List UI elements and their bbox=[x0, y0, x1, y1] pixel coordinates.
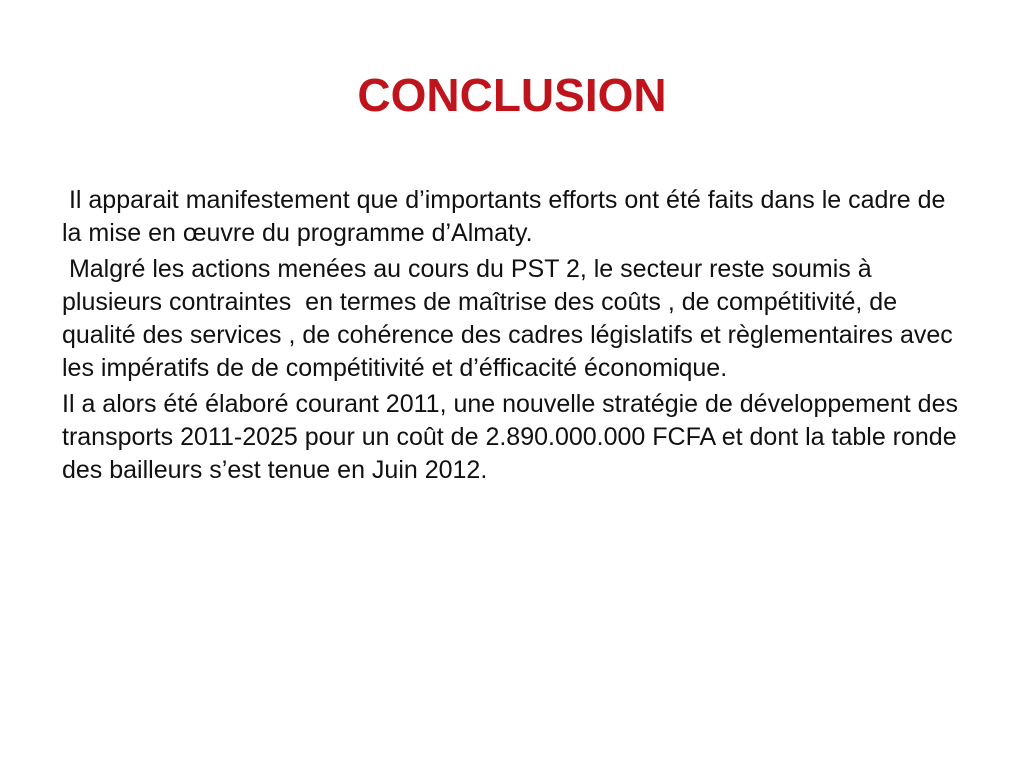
slide-title: CONCLUSION bbox=[357, 69, 667, 121]
slide-body bbox=[62, 184, 965, 490]
paragraph-constraints: Malgré les actions menées au cours du PST 2, le secteur reste soumis à plusieurs contraintes en termes de maîtrise des coûts , de compétitivité, de qualité des services , de cohérence des cadres législatifs et règlementaires avec les impératifs de de compétitivité et d’éfficacité économique. bbox=[62, 255, 960, 382]
paragraph-efforts: Il apparait manifestement que d’importants efforts ont été faits dans le cadre de la mise en œuvre du programme d’Almaty. bbox=[62, 186, 953, 247]
paragraph-strategy: Il a alors été élaboré courant 2011, une nouvelle stratégie de développement des transports 2011-2025 pour un coût de 2.890.000.000 FCFA et dont la table ronde des bailleurs s’est tenue en Juin 2012. bbox=[62, 390, 965, 484]
